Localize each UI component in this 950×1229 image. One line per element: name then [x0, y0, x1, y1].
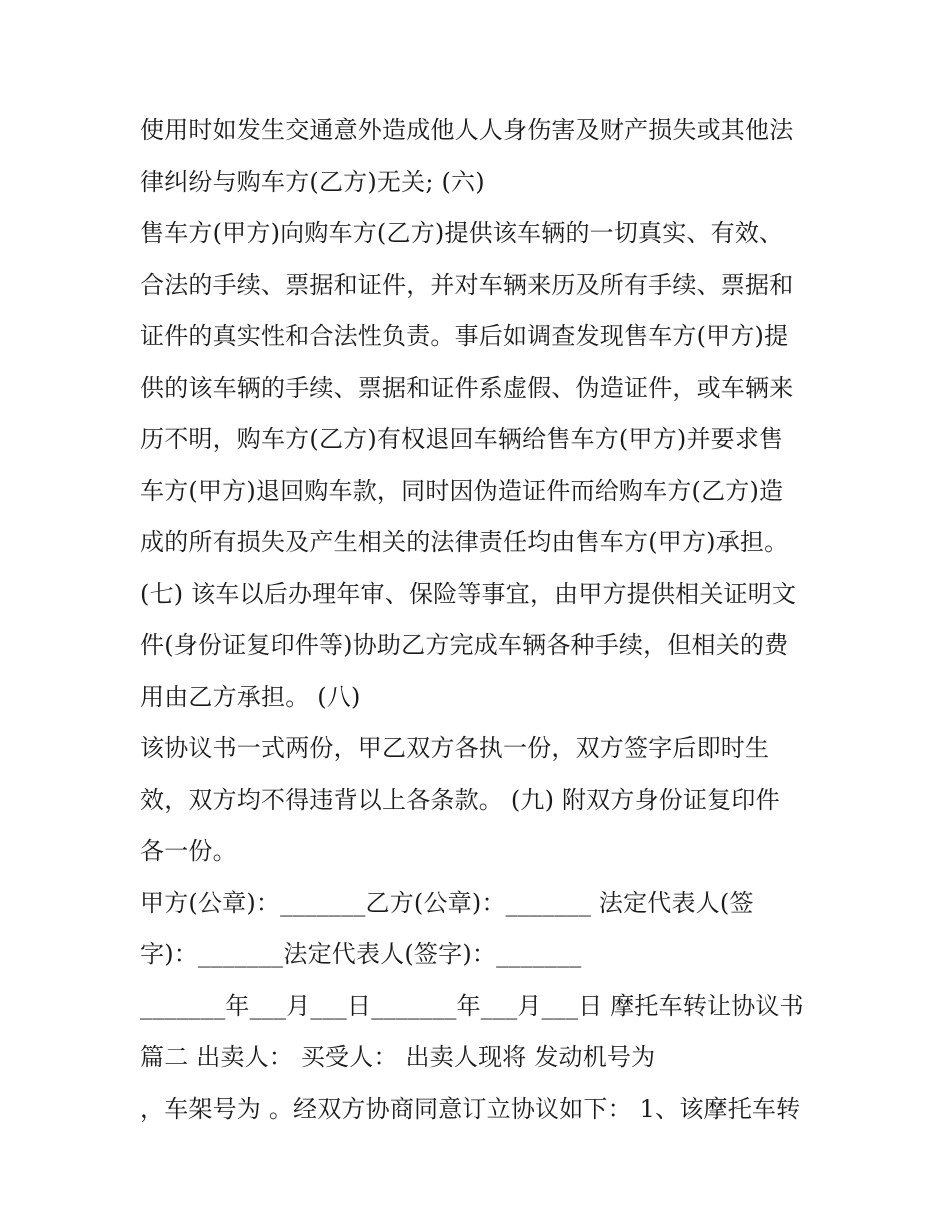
body-text — [140, 105, 830, 1135]
text-line: 各一份。 — [140, 837, 237, 865]
text-line: 该协议书一式两份，甲乙双方各执一份，双方签字后即时生 — [140, 734, 770, 762]
text-line: 证件的真实性和合法性负责。事后如调查发现售车方(甲方)提 — [140, 322, 789, 350]
text-line: 供的该车辆的手续、票据和证件系虚假、伪造证件，或车辆来 — [140, 373, 794, 402]
text-line: (七) 该车以后办理年审、保险等事宜，由甲方提供相关证明文 — [140, 579, 797, 608]
text-line: 篇二 出卖人： 买受人： 出卖人现将 发动机号为 — [140, 1043, 656, 1071]
text-line: 合法的手续、票据和证件，并对车辆来历及所有手续、票据和 — [140, 270, 794, 299]
text-line: 律纠纷与购车方(乙方)无关; (六) — [140, 167, 485, 196]
text-line: 效，双方均不得违背以上各条款。 (九) 附双方身份证复印件 — [140, 785, 780, 814]
text-line: 车方(甲方)退回购车款，同时因伪造证件而给购车方(乙方)造 — [140, 476, 784, 505]
text-line: ，车架号为 。经双方协商同意订立协议如下： 1、该摩托车转 — [140, 1094, 801, 1123]
text-line: 历不明，购车方(乙方)有权退回车辆给售车方(甲方)并要求售 — [140, 425, 784, 453]
signature-line: 甲方(公章)：_______乙方(公章)：_______ 法定代表人(签 — [140, 888, 754, 917]
signature-line: 字)：_______法定代表人(签字)：_______ — [140, 940, 582, 968]
text-line: 售车方(甲方)向购车方(乙方)提供该车辆的一切真实、有效、 — [140, 219, 784, 247]
text-line: 使用时如发生交通意外造成他人人身伤害及财产损失或其他法 — [140, 116, 794, 144]
text-line: 成的所有损失及产生相关的法律责任均由售车方(甲方)承担。 — [140, 528, 789, 556]
text-line: 件(身份证复印件等)协助乙方完成车辆各种手续，但相关的费 — [140, 631, 789, 659]
text-line: 用由乙方承担。 (八) — [140, 682, 361, 711]
date-line: _______年___月___日_______年___月___日 摩托车转让协议书 — [140, 991, 804, 1020]
